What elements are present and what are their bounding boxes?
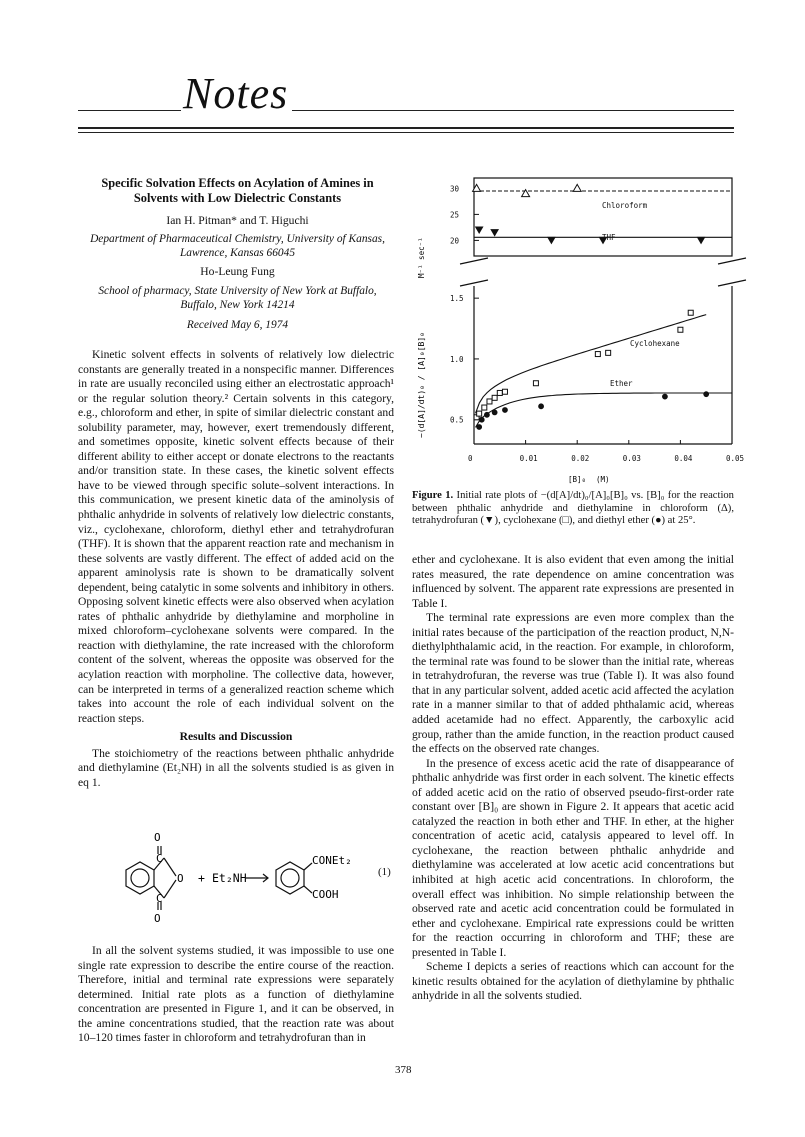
article-title: Specific Solvation Effects on Acylation of Amines in Solvents with Low Dielectric Constants (101, 176, 374, 205)
reagent-diethylamine: Et₂NH (212, 871, 247, 885)
header-rule-full (78, 127, 734, 129)
x-tick-label: 0.04 (674, 454, 693, 463)
plus-sign: + (198, 871, 205, 885)
paragraph: In the presence of excess acetic acid the rate of disappearance of phthalic anhydride was first order in each solvent. The kinetic effects of added acetic acid on the ratio of observed pseudo-first-order rate constant over [B]₀ are shown in Figure 2. It appears that acetic acid catalyzed the reaction in both ether and THF. In ether, at the higher concentration of acetic acid, catalysis appeared to level off. In cyclohexane, the reaction between phthalic anhydride and diethylamine was accelerated at low acetic acid concentrations but inhibited at high acetic acid concentrations. In chloroform, the overall effect was inhibition. No simple relationship between the observed rate and acetic acid concentration could be formulated in ether and cyclohexane. Empirical rate expressions could be written for the reaction occurring in chloroform and THF; these are presented in Table I. (412, 756, 734, 959)
left-column-lower (78, 944, 394, 1046)
paragraph: The terminal rate expressions are even more complex than the initial rates because of the participation of the reaction product, N,N-diethylphthalamic acid, in the reaction. For example, in chloroform, the terminal rate was found to be slower than the initial rate, whereas in tetrahydrofuran, the reverse was true (Table I). It was also found that in any particular solvent, added acetic acid affected the acylation rate in a manner similar to that of added phthalamic acid, whereas added acetamide had no effect. Apparently, the carboxylic acid group, rather than the amide function, in the reaction product caused the effects on the observed rate changes. (412, 611, 734, 756)
x-tick-label: 0.01 (519, 454, 538, 463)
y-axis-unit: M⁻¹ sec⁻¹ (417, 237, 426, 278)
series-label-thf: THF (602, 233, 616, 242)
affiliation-1: Department of Pharmaceutical Chemistry, University of Kansas, Lawrence, Kansas 66045 (90, 233, 385, 259)
x-tick-label: 0.05 (726, 454, 745, 463)
data-point-thf (476, 227, 483, 233)
author-2: Ho-Leung Fung (200, 265, 275, 278)
series-line-ether (476, 393, 733, 427)
data-point-ether (539, 404, 544, 409)
data-point-cyclohexane (492, 395, 497, 400)
y-tick-label: 1.0 (450, 354, 464, 364)
data-point-ether (492, 410, 497, 415)
carbonyl-oxygen-top: O (154, 831, 161, 844)
data-point-cyclohexane (487, 399, 492, 404)
data-point-cyclohexane (477, 411, 482, 416)
data-point-cyclohexane (502, 389, 507, 394)
y-tick-label: 0.5 (450, 415, 464, 425)
product-acid-group: COOH (312, 888, 339, 901)
page-number: 378 (395, 1064, 412, 1076)
affiliation-2: School of pharmacy, State University of New York at Buffalo, Buffalo, New York 14214 (98, 285, 377, 311)
y-tick-label: 30 (450, 184, 460, 194)
series-label-cyclohexane: Cyclohexane (630, 339, 680, 348)
y-tick-label: 1.5 (450, 294, 464, 304)
x-tick-label: 0.02 (571, 454, 590, 463)
paragraph: Scheme I depicts a series of reactions which can account for the kinetic results obtained for the acylation of diethylamine by phthalic anhydride in all the solvents studied. (412, 960, 734, 1003)
data-point-cyclohexane (606, 350, 611, 355)
section-heading: Results and Discussion (179, 730, 293, 744)
authors: Ian H. Pitman* and T. Higuchi (166, 214, 309, 227)
header-rule-right (292, 110, 734, 111)
x-tick-label: 0.03 (622, 454, 641, 463)
data-point-cyclohexane (595, 352, 600, 357)
carbonyl-oxygen-bottom: O (154, 912, 161, 925)
data-point-cyclohexane (497, 390, 502, 395)
figure-1-chart (412, 168, 745, 486)
right-column (412, 553, 734, 1004)
data-point-cyclohexane (678, 327, 683, 332)
caption-label: Figure 1. (412, 490, 454, 501)
caption-text: Initial rate plots of −(d[A]/dt)₀/[A]₀[B]₀ vs. [B]₀ for the reaction between phthalic anhydride and diethylamine in chloroform (Δ), tetrahydrofuran (▼), cyclohexane (□), and diethyl ether (●) at 25°. (412, 490, 734, 527)
series-label-chloroform: Chloroform (602, 201, 648, 210)
y-tick-label: 25 (450, 210, 460, 220)
data-point-thf (548, 237, 555, 243)
figure-1-caption (412, 490, 734, 528)
x-tick-label: 0 (468, 454, 473, 463)
received-date: Received May 6, 1974 (186, 319, 289, 331)
paragraph: ether and cyclohexane. It is also evident that even among the initial rates measured, the rate dependence on amine concentration was influenced by solvent. The apparent rate expressions are presented in Table I. (412, 553, 734, 610)
header-rule-left (78, 110, 181, 111)
equation-number: (1) (378, 866, 391, 878)
left-column (78, 348, 394, 790)
product-amide-group: CONEt₂ (312, 854, 352, 867)
data-point-ether (663, 394, 668, 399)
data-point-thf (491, 230, 498, 236)
paragraph: The stoichiometry of the reactions between phthalic anhydride and diethylamine (Et₂NH) in all the solvents studied is as given in eq 1. (78, 746, 394, 789)
y-tick-label: 20 (450, 236, 460, 246)
data-point-ether (704, 392, 709, 397)
paragraph: In all the solvent systems studied, it was impossible to use one single rate expression to describe the entire course of the reaction. Therefore, initial and terminal rate expressions were separately determined. Initial rate plots as a function of diethylamine concentration are presented in Figure 1, and it can be observed, in the amine concentrations studied, that the reaction rate was about 10–120 times faster in chloroform and tetrahydrofuran than in (78, 944, 394, 1045)
carbon-top: C (156, 852, 163, 865)
paragraph: Kinetic solvent effects in solvents of relatively low dielectric constants are generally treated in a nonspecific manner. Differences in rate are usually reconciled using either an electrostatic approach¹ or the regular solution theory.² Certain solvents in this category, e.g., chloroform and ether, in spite of similar dielectric constant and solubility parameter, may, however, exert tremendously different, and sometimes opposite, kinetic solvent effects because of their different ability to either accept or donate electrons to the reactants and/or transition state. In these cases, the kinetic solvent effects have to be viewed through specific solute–solvent interactions. In this communication, we present kinetic data of the aminolysis of phthalic anhydride in solvents of relatively low dielectric constants, viz., cyclohexane, chloroform, diethyl ether and tetrahydrofuran (THF). It is shown that the apparent reaction rate and mechanism in these solvents are vastly different. The effect of added acid on the apparent aminolysis rate is shown to be dramatically solvent dependent, being catalytic in some solvents and inhibitory in others. Opposing solvent kinetic effects were also observed when acylation rates of phthalic anhydride by diethylamine and morpholine in mixed chloroform–cyclohexane solvents were compared. In the reaction with diethylamine, the rate increased with the chloroform content of the solvent, whereas the opposite was observed for the acylation reaction with morpholine. The collective data, however, can be interpreted in terms of a generalized reaction scheme which takes into account the role of each individual solvent on the reaction steps. (78, 348, 394, 725)
data-point-ether (477, 425, 482, 430)
header-rule-thin (78, 132, 734, 133)
series-label-ether: Ether (610, 379, 633, 388)
data-point-cyclohexane (533, 381, 538, 386)
section-title: Notes (183, 69, 289, 118)
x-axis-label: [B]₀ (568, 475, 587, 484)
data-point-thf (698, 237, 705, 243)
x-axis-unit: (M) (596, 475, 610, 484)
carbon-bottom: C (156, 892, 163, 905)
series-line-cyclohexane (476, 315, 707, 414)
reaction-equation (108, 832, 378, 942)
data-point-chloroform (573, 184, 581, 191)
data-point-ether (503, 408, 508, 413)
data-point-ether (485, 412, 490, 417)
ring-oxygen: O (177, 872, 184, 885)
y-axis-label: −(d[A]/dt)₀ / [A]₀[B]₀ (417, 332, 426, 438)
data-point-ether (479, 417, 484, 422)
data-point-cyclohexane (482, 405, 487, 410)
data-point-cyclohexane (688, 310, 693, 315)
